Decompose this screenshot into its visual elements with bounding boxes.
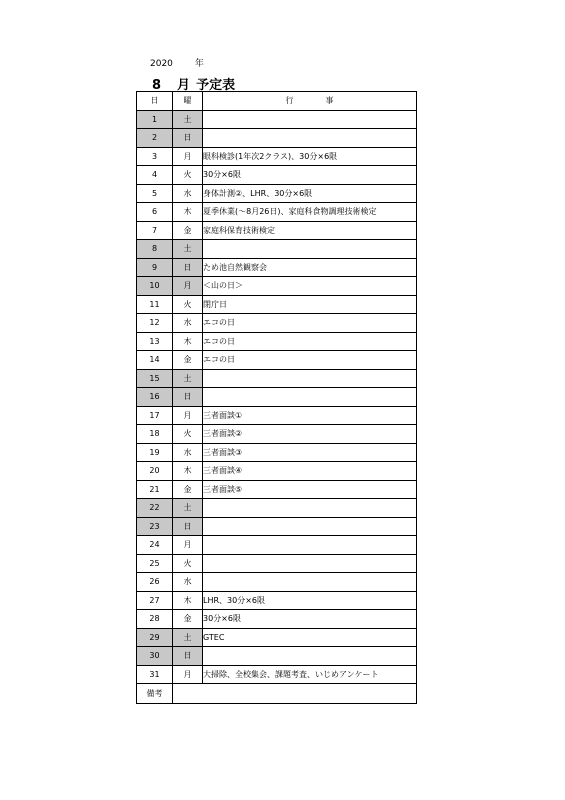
day-cell: 13 — [137, 332, 173, 351]
day-cell: 25 — [137, 554, 173, 573]
table-row — [137, 591, 417, 610]
event-cell — [203, 536, 417, 555]
weekday-cell: 木 — [173, 332, 203, 351]
year-unit: 年 — [194, 59, 204, 69]
event-cell: 家庭科保育技術検定 — [203, 221, 417, 240]
table-row — [137, 110, 417, 129]
table-row — [137, 425, 417, 444]
table-row — [137, 258, 417, 277]
event-cell: 眼科検診(1年次2クラス)、30分×6限 — [203, 147, 417, 166]
weekday-cell: 月 — [173, 277, 203, 296]
table-row — [137, 665, 417, 684]
table-row — [137, 536, 417, 555]
day-cell: 16 — [137, 388, 173, 407]
notes-row — [137, 684, 417, 704]
event-cell: GTEC — [203, 628, 417, 647]
column-header-day: 日 — [137, 92, 173, 111]
title-text: 予定表 — [196, 78, 236, 93]
day-cell: 2 — [137, 129, 173, 148]
day-cell: 12 — [137, 314, 173, 333]
table-row — [137, 499, 417, 518]
month-value: 8 — [152, 78, 162, 93]
day-cell: 18 — [137, 425, 173, 444]
day-cell: 17 — [137, 406, 173, 425]
weekday-cell: 土 — [173, 628, 203, 647]
month-unit: 月 — [177, 78, 191, 93]
year-line — [150, 56, 204, 69]
event-cell: 30分×6限 — [203, 610, 417, 629]
day-cell: 23 — [137, 517, 173, 536]
weekday-cell: 土 — [173, 369, 203, 388]
day-cell: 3 — [137, 147, 173, 166]
day-cell: 10 — [137, 277, 173, 296]
table-row — [137, 203, 417, 222]
table-row — [137, 166, 417, 185]
day-cell: 7 — [137, 221, 173, 240]
table-row — [137, 610, 417, 629]
table-row — [137, 480, 417, 499]
event-cell: 夏季休業(～8月26日)、家庭科食物調理技術検定 — [203, 203, 417, 222]
column-header-weekday: 曜 — [173, 92, 203, 111]
event-cell — [203, 110, 417, 129]
event-cell: エコの日 — [203, 351, 417, 370]
event-cell: ＜山の日＞ — [203, 277, 417, 296]
weekday-cell: 日 — [173, 517, 203, 536]
table-row — [137, 462, 417, 481]
table-row — [137, 295, 417, 314]
weekday-cell: 木 — [173, 462, 203, 481]
notes-value — [173, 684, 417, 704]
weekday-cell: 水 — [173, 314, 203, 333]
table-row — [137, 351, 417, 370]
table-row — [137, 369, 417, 388]
event-cell: 30分×6限 — [203, 166, 417, 185]
column-header-event-char-1: 行 — [285, 96, 294, 106]
weekday-cell: 月 — [173, 665, 203, 684]
event-cell: 身体計測②、LHR、30分×6限 — [203, 184, 417, 203]
weekday-cell: 土 — [173, 499, 203, 518]
weekday-cell: 日 — [173, 388, 203, 407]
table-row — [137, 240, 417, 259]
weekday-cell: 月 — [173, 536, 203, 555]
day-cell: 29 — [137, 628, 173, 647]
header-row — [137, 92, 417, 111]
column-header-event — [203, 92, 417, 111]
weekday-cell: 火 — [173, 295, 203, 314]
event-cell — [203, 647, 417, 666]
weekday-cell: 日 — [173, 129, 203, 148]
day-cell: 26 — [137, 573, 173, 592]
event-cell: エコの日 — [203, 314, 417, 333]
table-row — [137, 221, 417, 240]
table-row — [137, 443, 417, 462]
weekday-cell: 日 — [173, 258, 203, 277]
event-cell: ため池自然観察会 — [203, 258, 417, 277]
table-row — [137, 332, 417, 351]
day-cell: 1 — [137, 110, 173, 129]
weekday-cell: 月 — [173, 406, 203, 425]
weekday-cell: 火 — [173, 554, 203, 573]
table-row — [137, 517, 417, 536]
day-cell: 30 — [137, 647, 173, 666]
weekday-cell: 金 — [173, 610, 203, 629]
table-row — [137, 277, 417, 296]
table-row — [137, 184, 417, 203]
notes-label: 備考 — [137, 684, 173, 704]
weekday-cell: 火 — [173, 166, 203, 185]
year-value: 2020 — [150, 59, 173, 69]
day-cell: 27 — [137, 591, 173, 610]
table-row — [137, 628, 417, 647]
event-cell: 閉庁日 — [203, 295, 417, 314]
day-cell: 5 — [137, 184, 173, 203]
day-cell: 24 — [137, 536, 173, 555]
day-cell: 19 — [137, 443, 173, 462]
weekday-cell: 水 — [173, 443, 203, 462]
weekday-cell: 火 — [173, 425, 203, 444]
event-cell: エコの日 — [203, 332, 417, 351]
event-cell: 三者面談⑤ — [203, 480, 417, 499]
day-cell: 8 — [137, 240, 173, 259]
table-row — [137, 573, 417, 592]
weekday-cell: 水 — [173, 573, 203, 592]
day-cell: 31 — [137, 665, 173, 684]
event-cell — [203, 388, 417, 407]
event-cell: 三者面談③ — [203, 443, 417, 462]
event-cell — [203, 129, 417, 148]
table-row — [137, 554, 417, 573]
weekday-cell: 日 — [173, 647, 203, 666]
event-cell: 三者面談② — [203, 425, 417, 444]
event-cell — [203, 573, 417, 592]
event-cell — [203, 517, 417, 536]
event-cell: LHR、30分×6限 — [203, 591, 417, 610]
day-cell: 14 — [137, 351, 173, 370]
weekday-cell: 木 — [173, 591, 203, 610]
day-cell: 9 — [137, 258, 173, 277]
day-cell: 4 — [137, 166, 173, 185]
day-cell: 21 — [137, 480, 173, 499]
table-row — [137, 147, 417, 166]
event-cell — [203, 369, 417, 388]
table-row — [137, 314, 417, 333]
event-cell: 三者面談④ — [203, 462, 417, 481]
table-row — [137, 406, 417, 425]
column-header-event-char-2: 事 — [325, 96, 334, 106]
event-cell: 大掃除、全校集会、課題考査、いじめアンケート — [203, 665, 417, 684]
event-cell — [203, 499, 417, 518]
weekday-cell: 水 — [173, 184, 203, 203]
day-cell: 28 — [137, 610, 173, 629]
weekday-cell: 月 — [173, 147, 203, 166]
day-cell: 22 — [137, 499, 173, 518]
weekday-cell: 金 — [173, 480, 203, 499]
table-row — [137, 647, 417, 666]
day-cell: 20 — [137, 462, 173, 481]
event-cell — [203, 240, 417, 259]
weekday-cell: 土 — [173, 110, 203, 129]
table-row — [137, 129, 417, 148]
schedule-table — [136, 91, 417, 704]
weekday-cell: 金 — [173, 221, 203, 240]
event-cell — [203, 554, 417, 573]
event-cell: 三者面談① — [203, 406, 417, 425]
day-cell: 6 — [137, 203, 173, 222]
day-cell: 15 — [137, 369, 173, 388]
weekday-cell: 金 — [173, 351, 203, 370]
weekday-cell: 木 — [173, 203, 203, 222]
weekday-cell: 土 — [173, 240, 203, 259]
day-cell: 11 — [137, 295, 173, 314]
table-row — [137, 388, 417, 407]
